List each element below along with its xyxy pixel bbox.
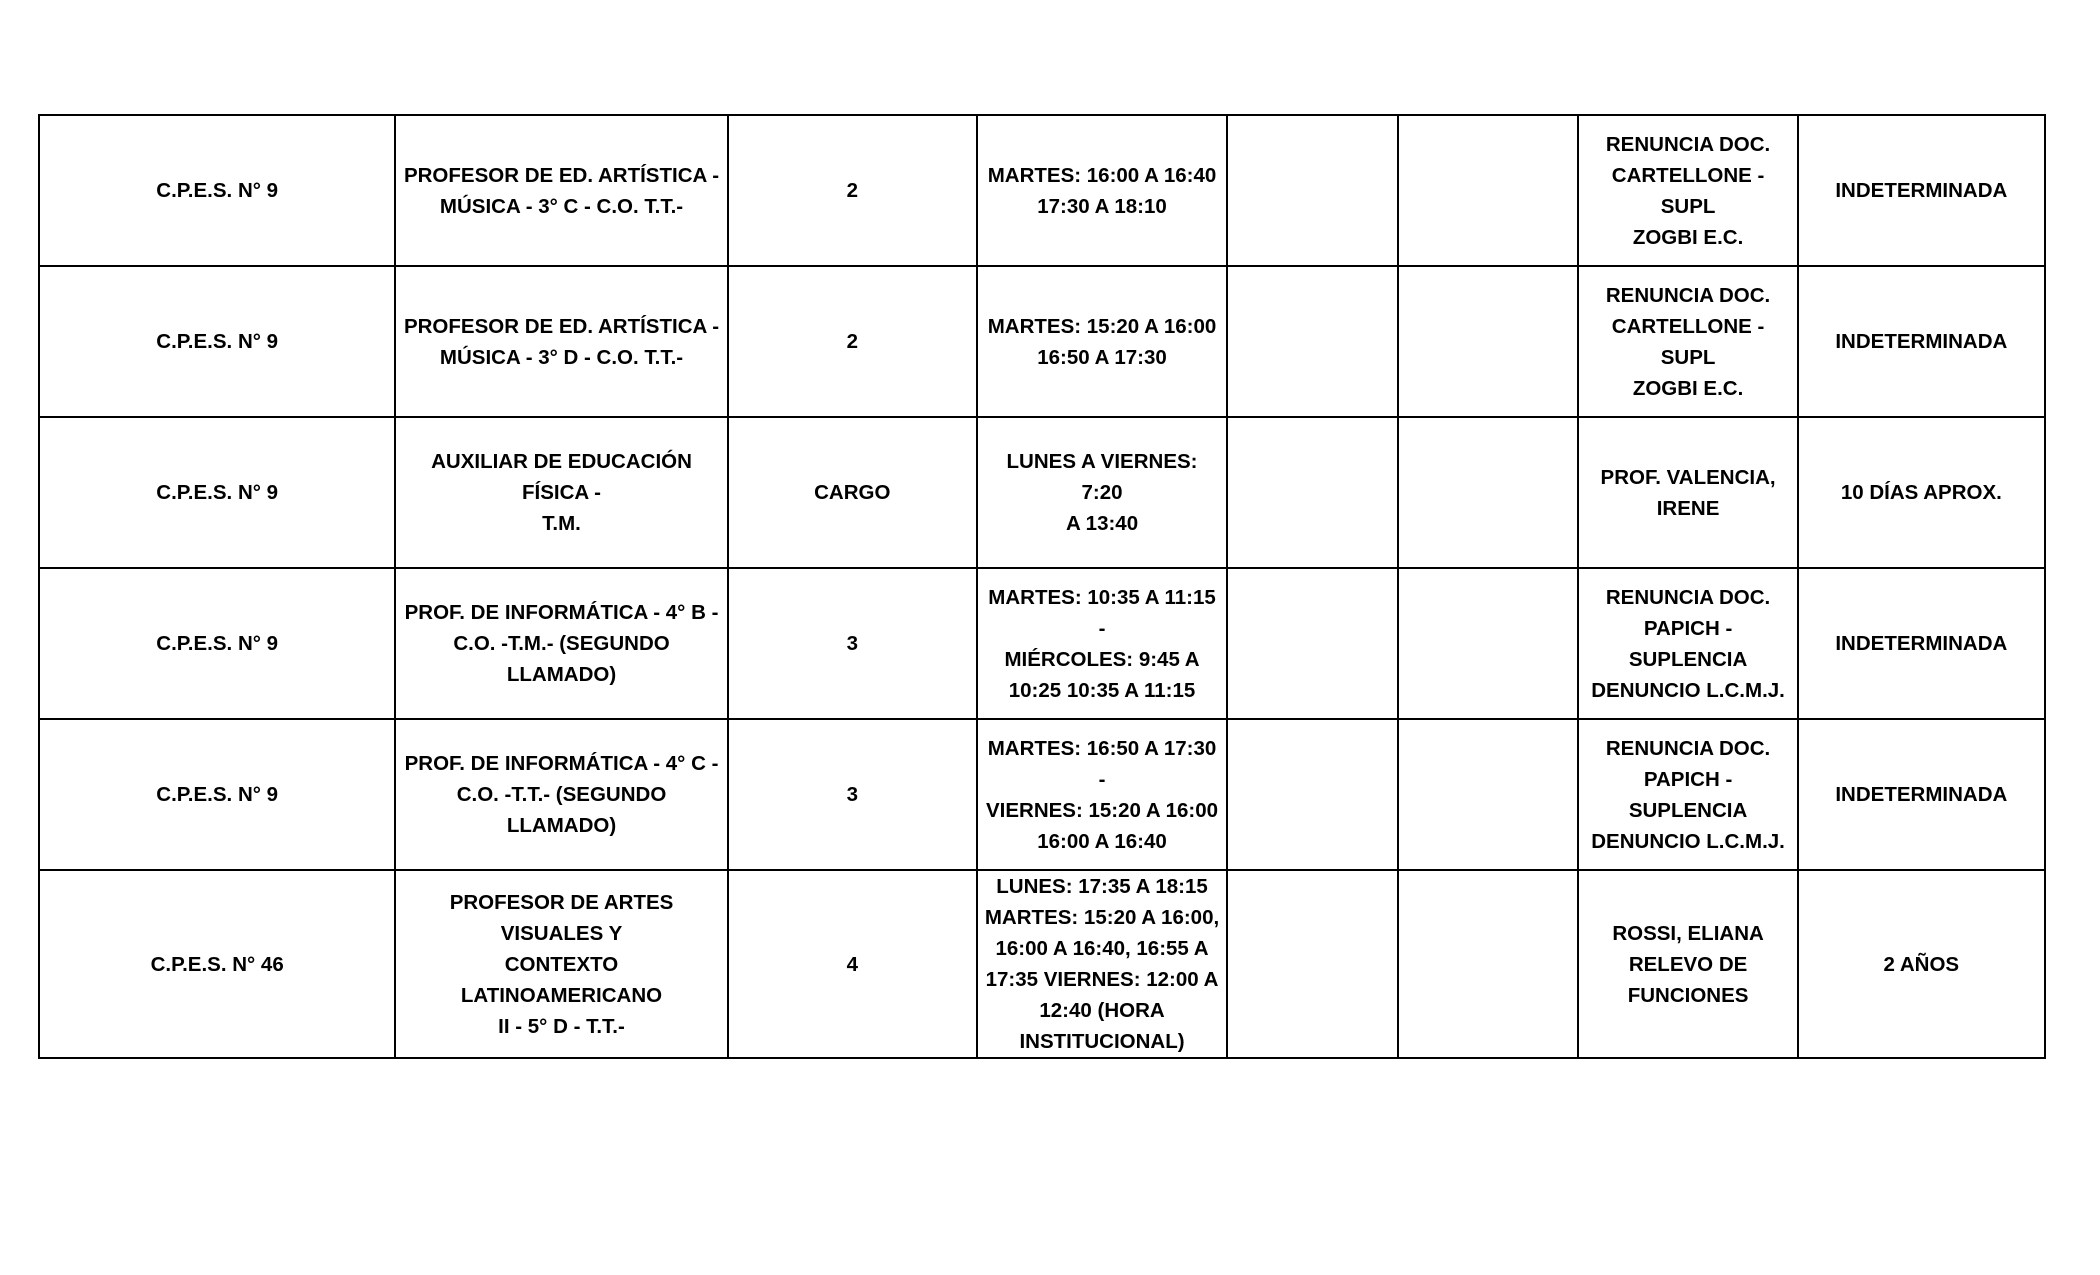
cell-horario: LUNES: 17:35 A 18:15 MARTES: 15:20 A 16:00, 16:00 A 16:40, 16:55 A 17:35 VIERNES: 12:00 A 12:40 (HORA INSTITUCIONAL) (977, 870, 1227, 1058)
cell-horas: 2 (728, 115, 977, 266)
cell-duracion: INDETERMINADA (1798, 568, 2045, 719)
table-row (39, 870, 2045, 1058)
cell-horas: 2 (728, 266, 977, 417)
cell-cargo: PROF. DE INFORMÁTICA - 4° B - C.O. -T.M.- (SEGUNDO LLAMADO) (395, 568, 727, 719)
cell-empty-5 (1227, 870, 1398, 1058)
cell-horario: MARTES: 15:20 A 16:00 16:50 A 17:30 (977, 266, 1227, 417)
cell-establecimiento: C.P.E.S. N° 46 (39, 870, 395, 1058)
cell-motivo: RENUNCIA DOC. PAPICH - SUPLENCIA DENUNCIO L.C.M.J. (1578, 568, 1797, 719)
cell-duracion: INDETERMINADA (1798, 266, 2045, 417)
cell-duracion: 2 AÑOS (1798, 870, 2045, 1058)
cell-empty-5 (1227, 115, 1398, 266)
cell-cargo: PROFESOR DE ED. ARTÍSTICA - MÚSICA - 3° D - C.O. T.T.- (395, 266, 727, 417)
cell-empty-6 (1398, 115, 1578, 266)
table-row (39, 417, 2045, 568)
cell-establecimiento: C.P.E.S. N° 9 (39, 266, 395, 417)
cell-horas: CARGO (728, 417, 977, 568)
cell-motivo: RENUNCIA DOC. CARTELLONE - SUPL ZOGBI E.C. (1578, 266, 1797, 417)
cell-empty-5 (1227, 719, 1398, 870)
cell-horas: 3 (728, 568, 977, 719)
cell-cargo: PROFESOR DE ARTES VISUALES Y CONTEXTO LATINOAMERICANO II - 5° D - T.T.- (395, 870, 727, 1058)
cell-motivo: PROF. VALENCIA, IRENE (1578, 417, 1797, 568)
cell-empty-6 (1398, 266, 1578, 417)
cell-empty-5 (1227, 266, 1398, 417)
cell-duracion: 10 DÍAS APROX. (1798, 417, 2045, 568)
cell-horas: 3 (728, 719, 977, 870)
cell-horario: LUNES A VIERNES: 7:20 A 13:40 (977, 417, 1227, 568)
cell-empty-6 (1398, 417, 1578, 568)
cell-duracion: INDETERMINADA (1798, 115, 2045, 266)
cell-duracion: INDETERMINADA (1798, 719, 2045, 870)
cell-establecimiento: C.P.E.S. N° 9 (39, 115, 395, 266)
cell-horario: MARTES: 10:35 A 11:15 - MIÉRCOLES: 9:45 A 10:25 10:35 A 11:15 (977, 568, 1227, 719)
table-body (39, 115, 2045, 1058)
table-row (39, 568, 2045, 719)
cell-motivo: RENUNCIA DOC. PAPICH - SUPLENCIA DENUNCIO L.C.M.J. (1578, 719, 1797, 870)
cell-empty-5 (1227, 568, 1398, 719)
cell-empty-6 (1398, 568, 1578, 719)
cell-establecimiento: C.P.E.S. N° 9 (39, 719, 395, 870)
cell-establecimiento: C.P.E.S. N° 9 (39, 417, 395, 568)
cell-horario: MARTES: 16:50 A 17:30 - VIERNES: 15:20 A 16:00 16:00 A 16:40 (977, 719, 1227, 870)
cell-empty-6 (1398, 870, 1578, 1058)
table-row (39, 266, 2045, 417)
table-row (39, 719, 2045, 870)
vacancy-table (38, 114, 2046, 1059)
cell-horario: MARTES: 16:00 A 16:40 17:30 A 18:10 (977, 115, 1227, 266)
cell-cargo: PROF. DE INFORMÁTICA - 4° C - C.O. -T.T.- (SEGUNDO LLAMADO) (395, 719, 727, 870)
cell-motivo: ROSSI, ELIANA RELEVO DE FUNCIONES (1578, 870, 1797, 1058)
cell-empty-6 (1398, 719, 1578, 870)
cell-cargo: PROFESOR DE ED. ARTÍSTICA - MÚSICA - 3° C - C.O. T.T.- (395, 115, 727, 266)
cell-horas: 4 (728, 870, 977, 1058)
cell-motivo: RENUNCIA DOC. CARTELLONE - SUPL ZOGBI E.C. (1578, 115, 1797, 266)
cell-cargo: AUXILIAR DE EDUCACIÓN FÍSICA - T.M. (395, 417, 727, 568)
cell-empty-5 (1227, 417, 1398, 568)
table-row (39, 115, 2045, 266)
cell-establecimiento: C.P.E.S. N° 9 (39, 568, 395, 719)
